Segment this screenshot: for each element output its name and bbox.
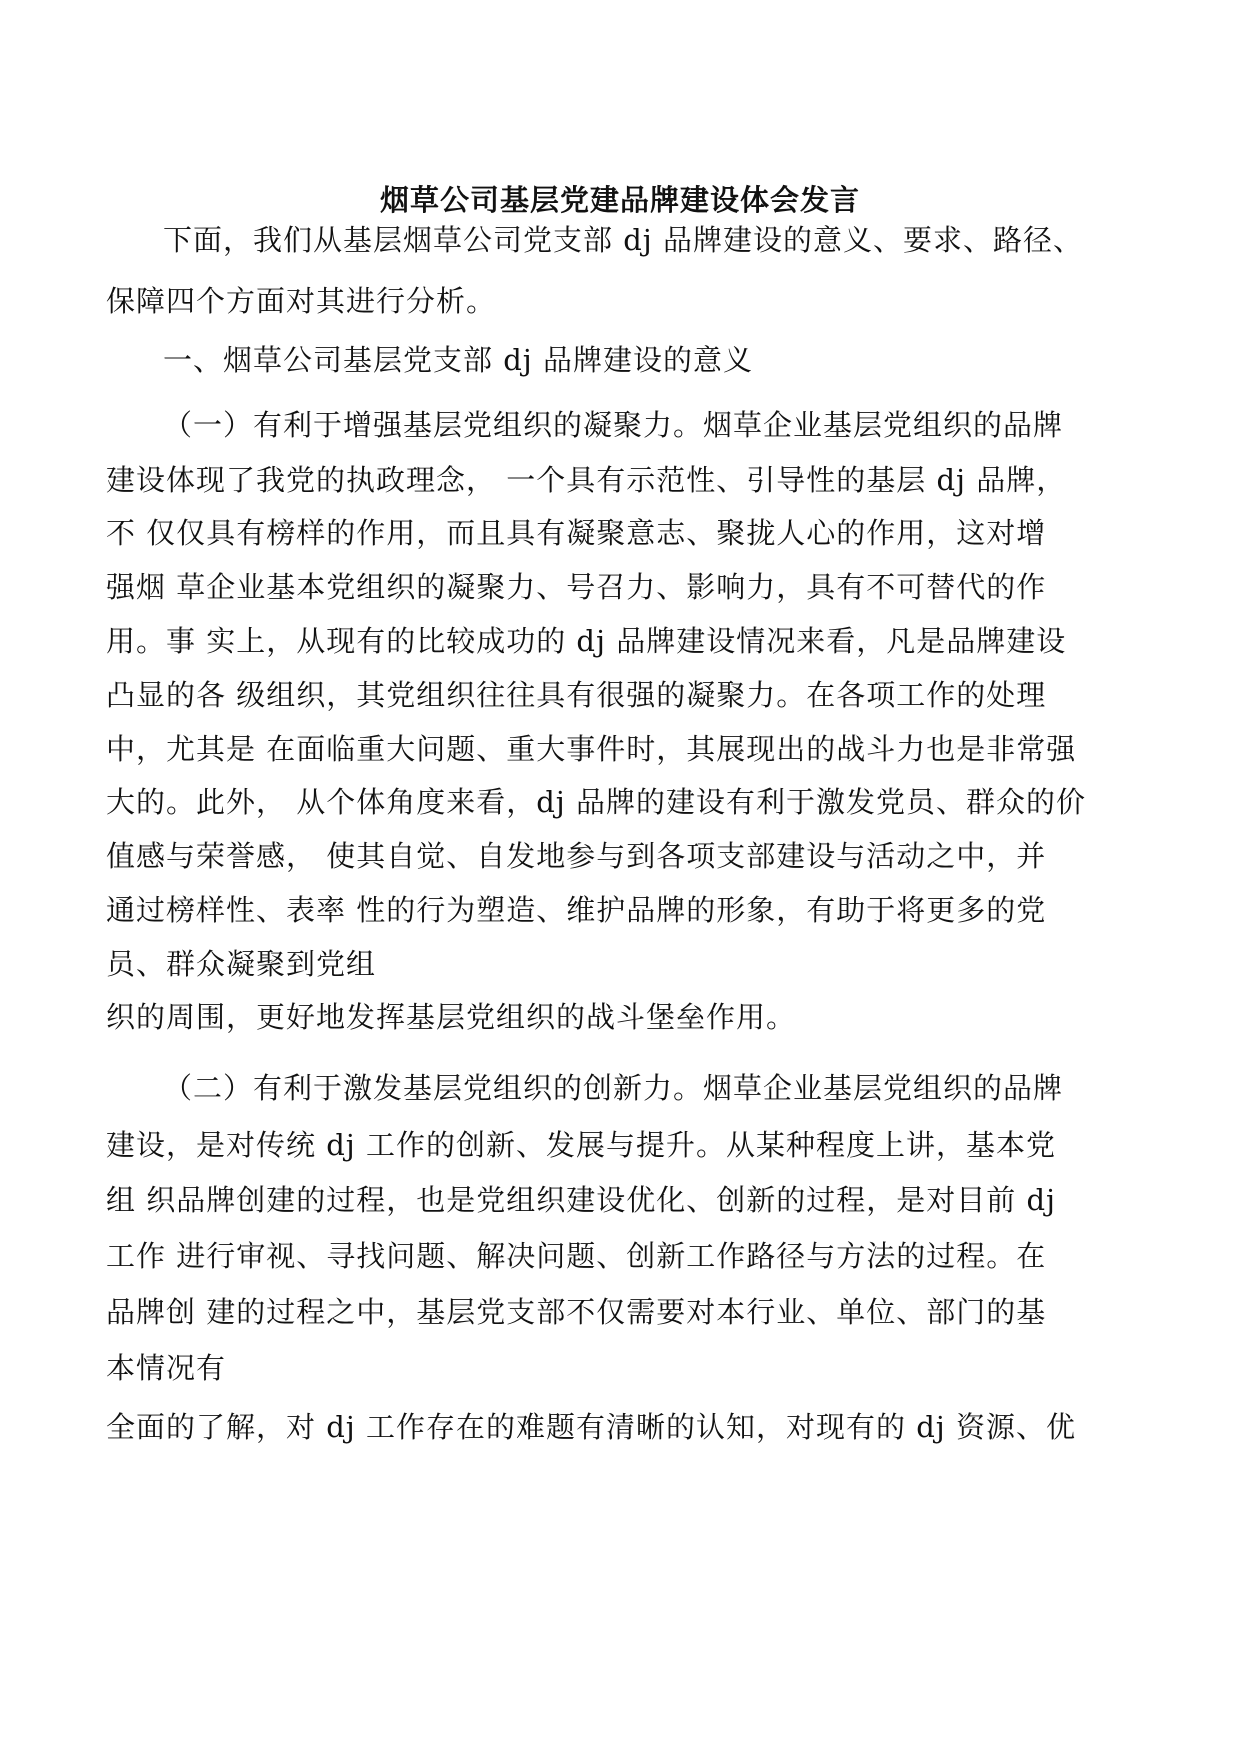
paragraph-line: 工作 进行审视、寻找问题、解决问题、创新工作路径与方法的过程。在 <box>106 1239 1047 1273</box>
paragraph-line: 员、群众凝聚到党组 <box>106 947 377 981</box>
paragraph-line: 织的周围，更好地发挥基层党组织的战斗堡垒作用。 <box>106 1000 797 1034</box>
paragraph-line: 全面的了解，对 dj 工作存在的难题有清晰的认知，对现有的 dj 资源、优 <box>106 1410 1076 1444</box>
paragraph-line: 不 仅仅具有榜样的作用，而且具有凝聚意志、聚拢人心的作用，这对增 <box>106 516 1047 550</box>
document-title: 烟草公司基层党建品牌建设体会发言 <box>379 183 860 217</box>
paragraph-line: 强烟 草企业基本党组织的凝聚力、号召力、影响力，具有不可替代的作 <box>106 570 1047 604</box>
paragraph-line: 建设，是对传统 dj 工作的创新、发展与提升。从某种程度上讲，基本党 <box>106 1128 1056 1162</box>
paragraph-line: （二）有利于激发基层党组织的创新力。烟草企业基层党组织的品牌 <box>163 1071 1064 1105</box>
paragraph-line: 值感与荣誉感， 使其自觉、自发地参与到各项支部建设与活动之中，并 <box>106 839 1047 873</box>
paragraph-line: 建设体现了我党的执政理念， 一个具有示范性、引导性的基层 dj 品牌， <box>106 463 1067 497</box>
paragraph-line: 大的。此外， 从个体角度来看，dj 品牌的建设有利于激发党员、群众的价 <box>106 785 1086 819</box>
paragraph-line: 组 织品牌创建的过程，也是党组织建设优化、创新的过程，是对目前 dj <box>106 1183 1056 1217</box>
paragraph-line: 用。事 实上，从现有的比较成功的 dj 品牌建设情况来看，凡是品牌建设 <box>106 624 1067 658</box>
paragraph-line: （一）有利于增强基层党组织的凝聚力。烟草企业基层党组织的品牌 <box>163 408 1064 442</box>
paragraph-line: 本情况有 <box>106 1351 227 1385</box>
paragraph-line: 下面，我们从基层烟草公司党支部 dj 品牌建设的意义、要求、路径、 <box>163 223 1083 257</box>
paragraph-line: 品牌创 建的过程之中，基层党支部不仅需要对本行业、单位、部门的基 <box>106 1295 1047 1329</box>
section-heading: 一、烟草公司基层党支部 dj 品牌建设的意义 <box>163 343 753 377</box>
paragraph-line: 中，尤其是 在面临重大问题、重大事件时，其展现出的战斗力也是非常强 <box>106 732 1077 766</box>
paragraph-line: 通过榜样性、表率 性的行为塑造、维护品牌的形象，有助于将更多的党 <box>106 893 1047 927</box>
paragraph-line: 凸显的各 级组织，其党组织往往具有很强的凝聚力。在各项工作的处理 <box>106 678 1047 712</box>
paragraph-line: 保障四个方面对其进行分析。 <box>106 284 497 318</box>
